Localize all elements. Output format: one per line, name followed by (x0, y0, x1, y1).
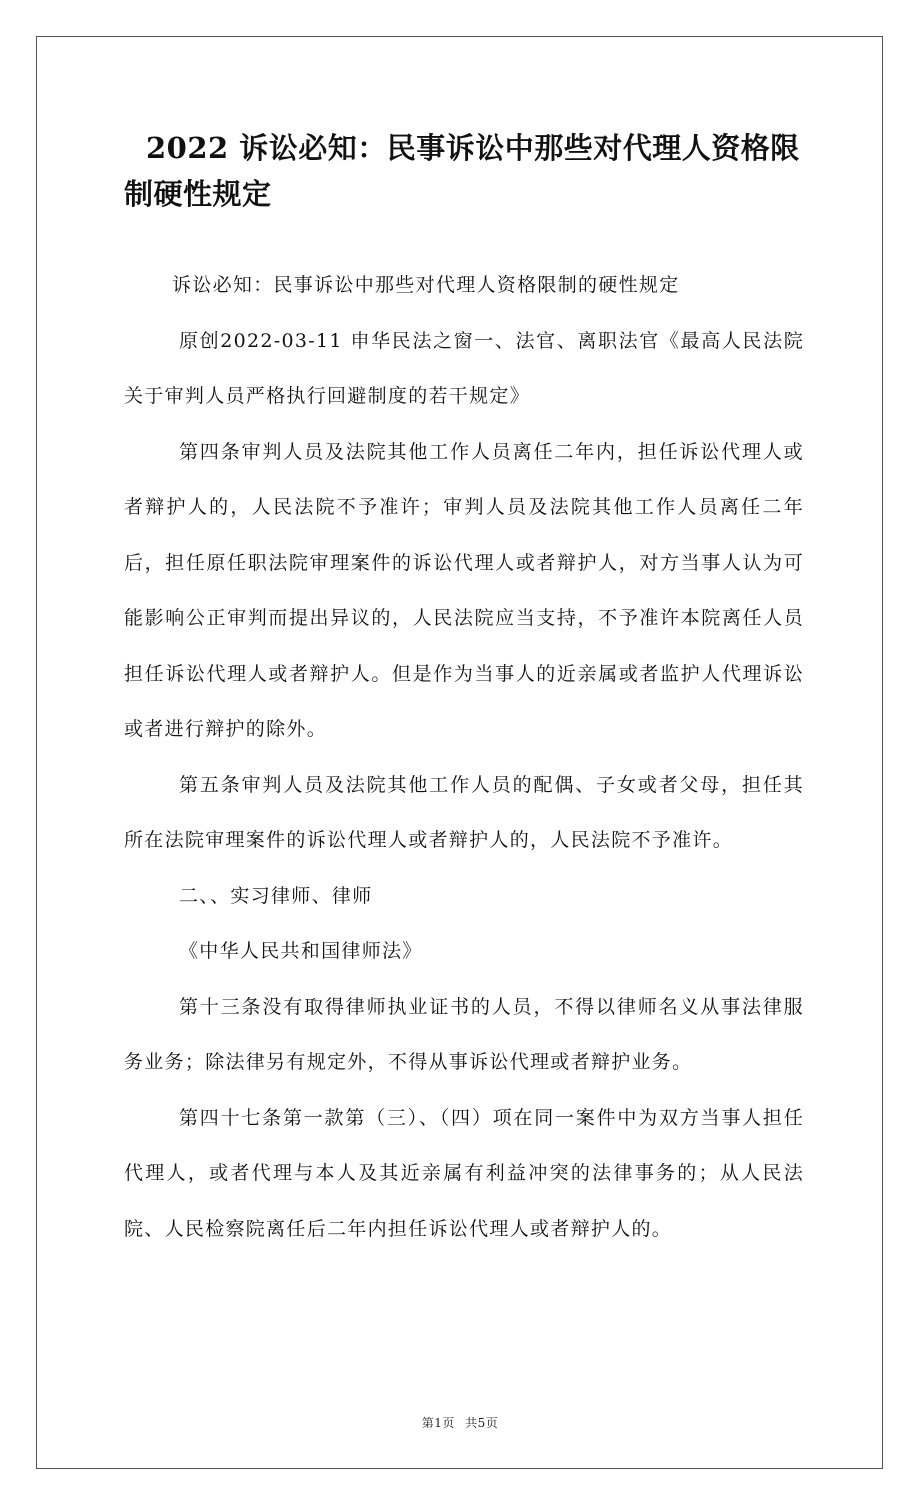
document-body (124, 258, 804, 1257)
paragraph-3: 第四条审判人员及法院其他工作人员离任二年内，担任诉讼代理人或者辩护人的，人民法院不予准许；审判人员及法院其他工作人员离任二年后，担任原任职法院审理案件的诉讼代理人或者辩护人，对方当事人认为可能影响公正审判而提出异议的，人民法院应当支持，不予准许本院离任人员担任诉讼代理人或者辩护人。但是作为当事人的近亲属或者监护人代理诉讼或者进行辩护的除外。 (124, 440, 804, 740)
paragraph-8: 第四十七条第一款第（三）、（四）项在同一案件中为双方当事人担任代理人，或者代理与本人及其近亲属有利益冲突的法律事务的；从人民法院、人民检察院离任后二年内担任诉讼代理人或者辩护人的。 (124, 1106, 804, 1240)
paragraph-2: 原创2022-03-11 申华民法之窗一、法官、离职法官《最高人民法院关于审判人员严格执行回避制度的若干规定》 (124, 329, 804, 407)
paragraph-4: 第五条审判人员及法院其他工作人员的配偶、子女或者父母，担任其所在法院审理案件的诉讼代理人或者辩护人的，人民法院不予准许。 (124, 773, 804, 851)
paragraph-7: 第十三条没有取得律师执业证书的人员，不得以律师名义从事法律服务业务；除法律另有规定外，不得从事诉讼代理或者辩护业务。 (124, 995, 804, 1073)
paragraph-1: 诉讼必知：民事诉讼中那些对代理人资格限制的硬性规定 (172, 274, 680, 296)
page-number: 第1页 (421, 1416, 455, 1430)
paragraph-5: 二、、实习律师、律师 (179, 884, 373, 907)
document-title: 2022 诉讼必知：民事诉讼中那些对代理人资格限制硬性规定 (124, 131, 800, 211)
page-footer (0, 1414, 920, 1431)
page-total: 共5页 (465, 1416, 499, 1430)
paragraph-6: 《中华人民共和国律师法》 (179, 940, 423, 962)
